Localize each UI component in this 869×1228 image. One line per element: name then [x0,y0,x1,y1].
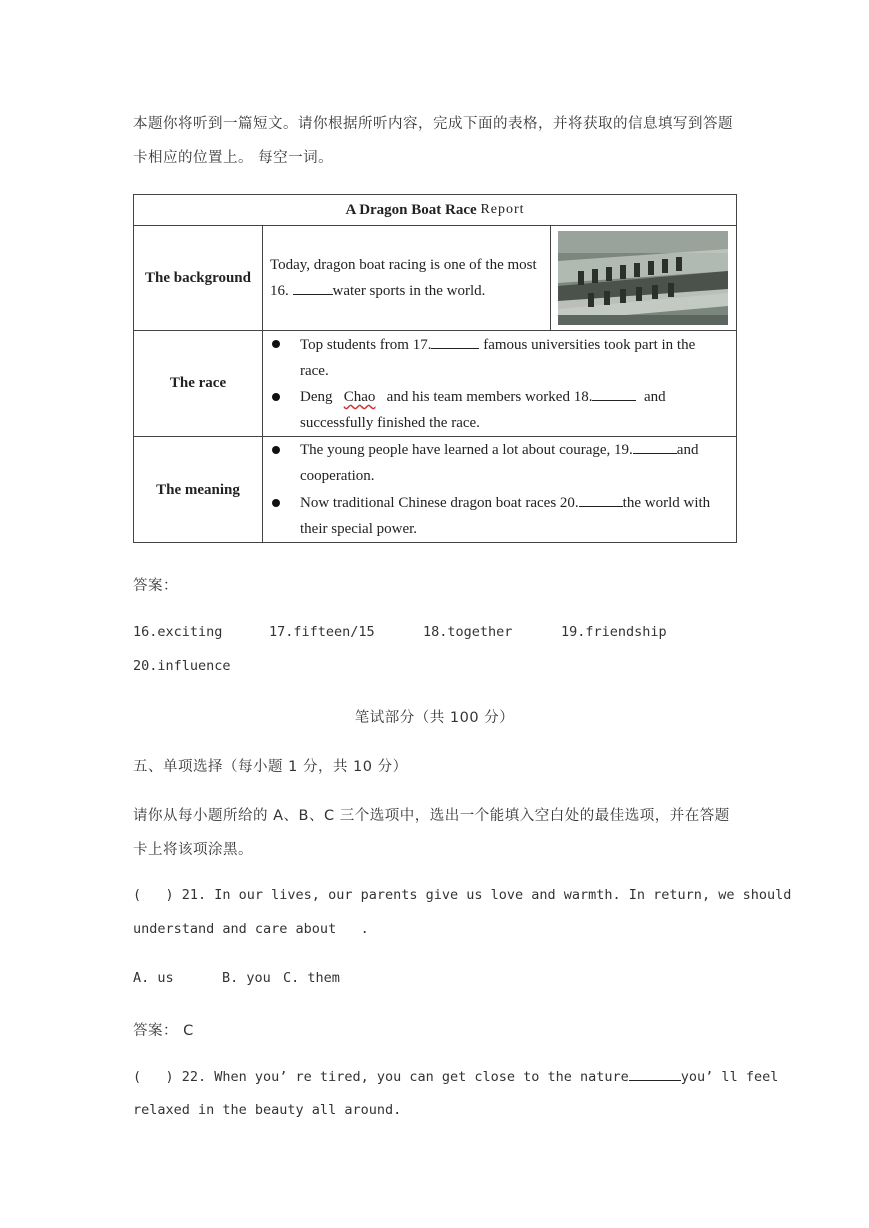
background-text-line-2 [270,278,550,304]
bullet-dot [272,499,280,507]
question-22-line-1-end: you’ ll feel [680,1069,779,1085]
question-22-line-2: relaxed in the beauty all around. [133,1102,402,1118]
intro-line-1: 本题你将听到一篇短文。请你根据所听内容，完成下面的表格，并将获取的信息填写到答题 [133,116,733,132]
race-bullet-1 [300,332,724,384]
question-21-option-a: A. us [133,970,174,986]
question-21-option-b: B. you [222,970,271,986]
meaning-bullet-1-start: The young people have learned a lot about courage, 19. [300,442,633,458]
blank-20 [579,494,623,507]
background-text [270,252,550,304]
race-bullet-1-start: Top students from 17. [300,337,432,353]
row-label-background: The background [144,269,251,286]
meaning-bullet-2-mid: the world with [622,495,711,511]
section-title: 笔试部分（共 100 分） [354,710,515,726]
background-text-rest: water sports in the world. [332,283,486,299]
meaning-bullet-2-start: Now traditional Chinese dragon boat races 20. [300,495,579,511]
question-number-16: 16. [270,283,289,299]
blank-18 [592,388,636,401]
answer-17: 17.fifteen/15 [269,624,375,640]
question-22-line-1 [133,1068,778,1085]
bullet-dot [272,393,280,401]
instruction-line-2: 卡上将该项涂黑。 [133,842,253,858]
meaning-bullet-2-end: their special power. [300,521,418,537]
answer-19: 19.friendship [561,624,667,640]
question-21-line-1: ( ) 21. In our lives, our parents give us love and warmth. In return, we should [133,887,792,903]
answer-label: 答案： [133,578,178,594]
table-title-main: A Dragon Boat Race [345,201,477,218]
part-title: 五、单项选择（每小题 1 分，共 10 分） [133,759,408,775]
blank-17 [431,336,479,349]
race-bullet-1-mid: famous universities took part in the [483,337,696,353]
blank-22 [629,1068,681,1081]
meaning-bullet-1-end: cooperation. [300,468,375,484]
background-text-line-1: Today, dragon boat racing is one of the most [270,257,537,273]
race-bullet-2 [300,384,724,436]
race-bullet-1-end: race. [300,363,329,379]
question-21-answer: 答案： C [133,1023,194,1039]
dragon-boat-photo [558,231,728,325]
answer-18: 18.together [423,624,513,640]
race-bullet-2-and: and [643,389,666,405]
race-bullet-2-start: Deng [300,389,333,405]
answer-16: 16.exciting [133,624,223,640]
instruction-line-1: 请你从每小题所给的 A、B、C 三个选项中，选出一个能填入空白处的最佳选项，并在答题 [133,808,730,824]
meaning-bullet-1-and: and [676,442,699,458]
answer-20: 20.influence [133,658,231,674]
question-22-line-1-start: ( ) 22. When you’ re tired, you can get close to the nature [133,1069,629,1085]
meaning-bullet-2 [300,490,724,542]
meaning-bullet-1 [300,437,724,489]
bullet-dot [272,340,280,348]
row-label-race: The race [169,375,227,391]
race-bullet-2-name: Chao [343,389,376,405]
question-21-option-c: C. them [283,970,340,986]
blank-16 [293,282,333,295]
race-bullet-2-end: successfully finished the race. [300,415,480,431]
row-label-meaning: The meaning [156,481,240,498]
bullet-dot [272,446,280,454]
report-table [133,194,737,543]
blank-19 [633,441,677,454]
table-title-suffix: Report [480,202,525,217]
race-bullet-2-mid: and his team members worked 18. [386,389,593,405]
intro-line-2: 卡相应的位置上。 每空一词。 [133,150,334,166]
table-title [134,195,736,225]
question-21-line-2: understand and care about . [133,921,369,937]
